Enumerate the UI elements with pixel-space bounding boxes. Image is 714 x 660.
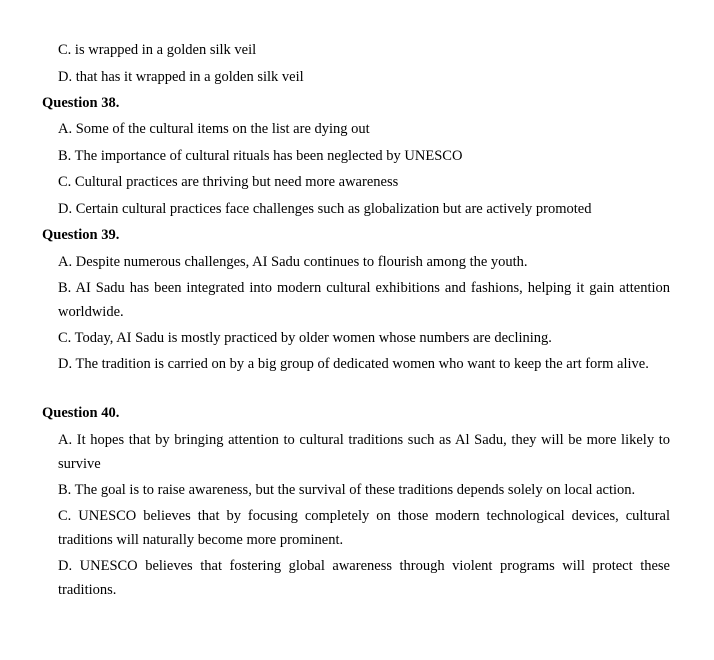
q39-option-d: D. The tradition is carried on by a big group of dedicated women who want to keep the art form alive. — [58, 356, 649, 372]
q37-option-c: C. is wrapped in a golden silk veil — [58, 42, 257, 58]
q40-option-c: C. UNESCO believes that by focusing completely on those modern technological devices, cultural traditions will naturally become more prominent. — [58, 508, 670, 548]
q40-option-d: D. UNESCO believes that fostering global awareness through violent programs will protect these traditions. — [58, 558, 670, 598]
q38-option-c: C. Cultural practices are thriving but need more awareness — [58, 174, 399, 190]
q39-heading: Question 39. — [42, 227, 120, 243]
q40-option-a: A. It hopes that by bringing attention to cultural traditions such as Al Sadu, they will be more likely to survive — [58, 432, 670, 472]
q38-option-d: D. Certain cultural practices face challenges such as globalization but are actively promoted — [58, 201, 592, 217]
q40-heading: Question 40. — [42, 405, 120, 421]
q38-option-a: A. Some of the cultural items on the list are dying out — [58, 121, 370, 137]
q40-option-b: B. The goal is to raise awareness, but the survival of these traditions depends solely on local action. — [58, 482, 636, 498]
q38-heading: Question 38. — [42, 95, 120, 111]
q38-option-b: B. The importance of cultural rituals has been neglected by UNESCO — [58, 148, 463, 164]
q39-option-a: A. Despite numerous challenges, AI Sadu continues to flourish among the youth. — [58, 254, 528, 270]
q37-option-d: D. that has it wrapped in a golden silk veil — [58, 69, 304, 85]
q39-option-c: C. Today, AI Sadu is mostly practiced by older women whose numbers are declining. — [58, 330, 552, 346]
q39-option-b: B. AI Sadu has been integrated into modern cultural exhibitions and fashions, helping it gain attention worldwide. — [58, 280, 670, 320]
